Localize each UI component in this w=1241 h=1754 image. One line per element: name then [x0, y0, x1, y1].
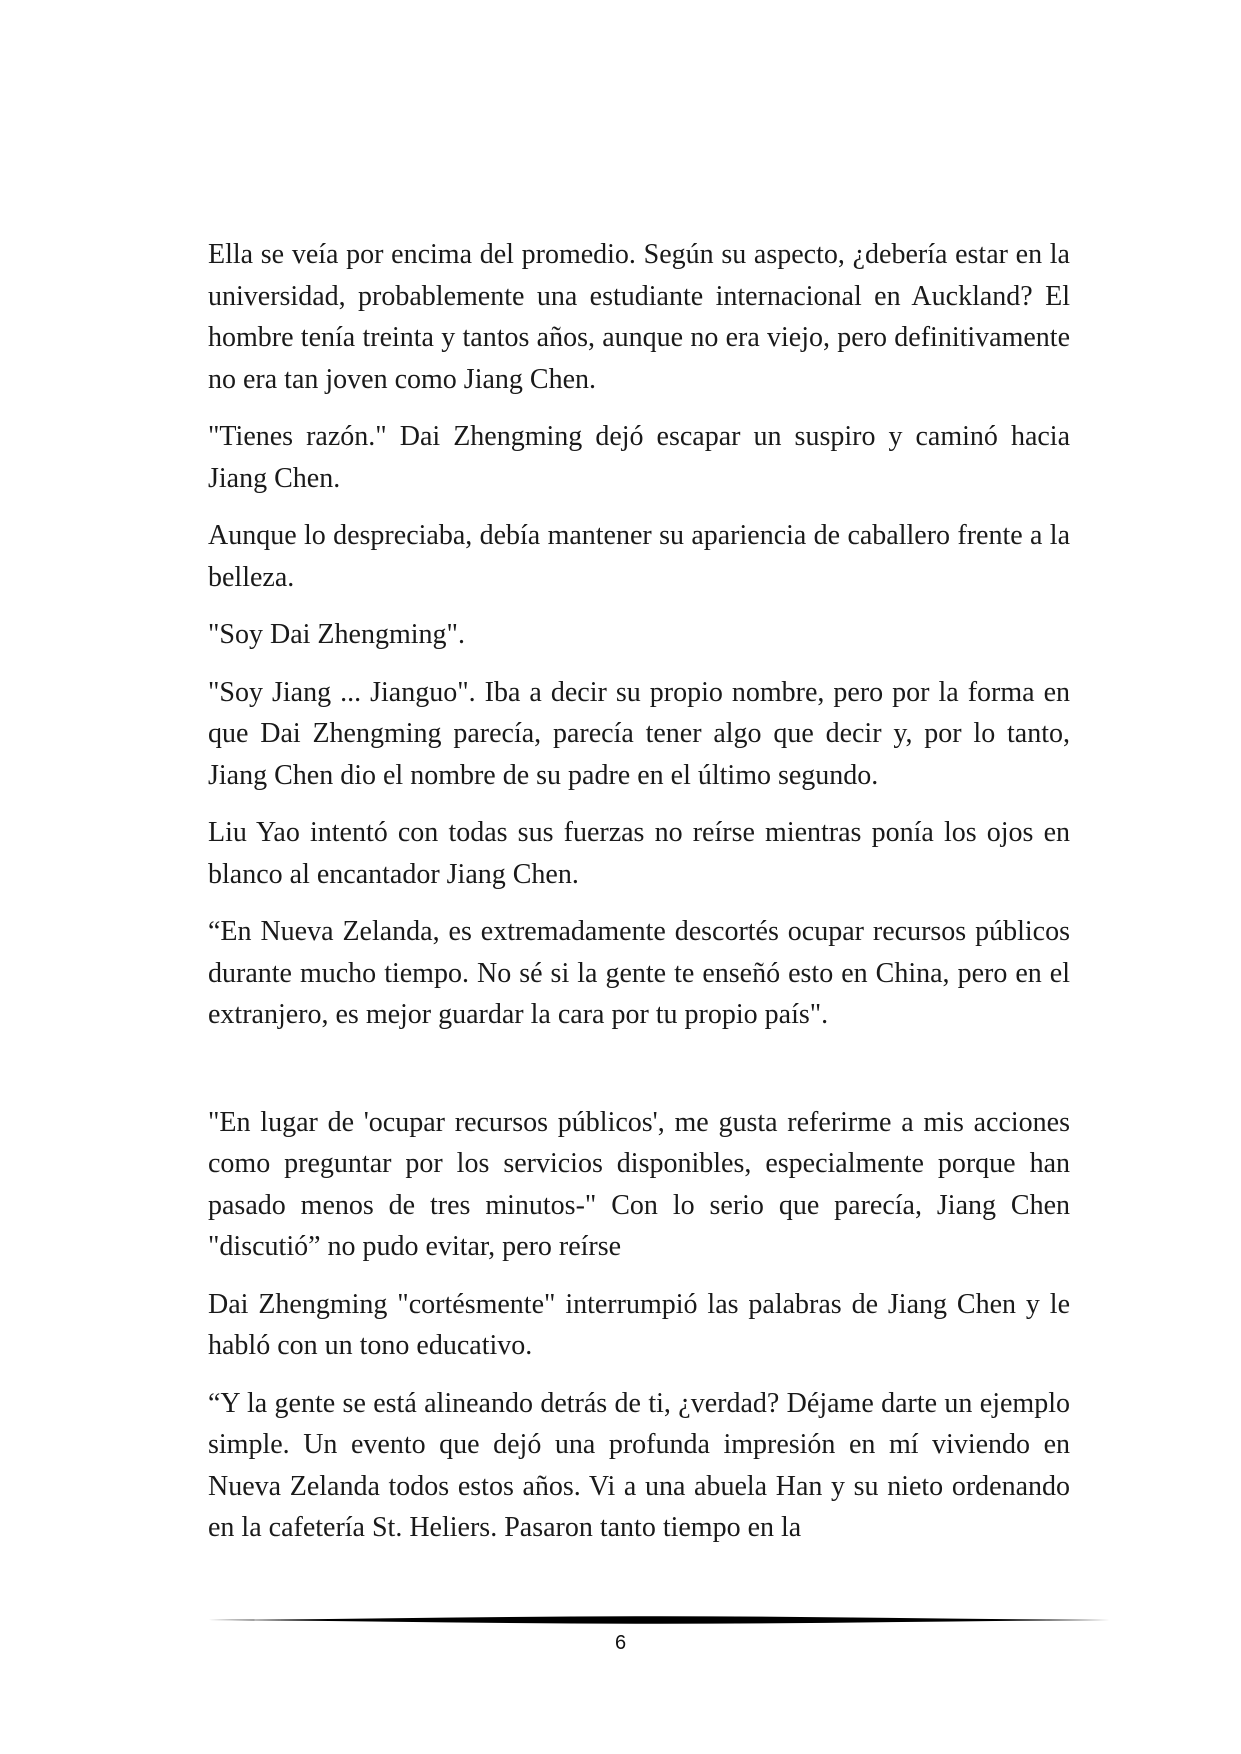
- paragraph: Ella se veía por encima del promedio. Según su aspecto, ¿debería estar en la universidad, probablemente una estudiante internacional en Auckland? El hombre tenía treinta y tantos años, aunque no era viejo, pero definitivamente no era tan joven como Jiang Chen.: [208, 239, 1070, 395]
- paragraph: "Soy Jiang ... Jianguo". Iba a decir su propio nombre, pero por la forma en que Dai Zhengming parecía, parecía tener algo que decir y, por lo tanto, Jiang Chen dio el nombre de su padre en el último segundo.: [208, 676, 1070, 791]
- paragraph: “En Nueva Zelanda, es extremadamente descortés ocupar recursos públicos durante mucho tiempo. No sé si la gente te enseñó esto en China, pero en el extranjero, es mejor guardar la cara por tu propio país".: [208, 916, 1070, 1030]
- paragraph: "Tienes razón." Dai Zhengming dejó escapar un suspiro y caminó hacia Jiang Chen.: [208, 421, 1070, 494]
- paragraph: Liu Yao intentó con todas sus fuerzas no reírse mientras ponía los ojos en blanco al encantador Jiang Chen.: [208, 817, 1070, 890]
- page-number: 6: [614, 1632, 627, 1654]
- footer-divider: [208, 1614, 1110, 1626]
- body-text: [208, 234, 1070, 1565]
- paragraph: “Y la gente se está alineando detrás de ti, ¿verdad? Déjame darte un ejemplo simple. Un evento que dejó una profunda impresión en mí viviendo en Nueva Zelanda todos estos años. Vi a una abuela Han y su nieto ordenando en la cafetería St. Heliers. Pasaron tanto tiempo en la: [208, 1387, 1070, 1543]
- paragraph: Dai Zhengming "cortésmente" interrumpió las palabras de Jiang Chen y le habló con un tono educativo.: [208, 1288, 1070, 1361]
- paragraph: "Soy Dai Zhengming".: [208, 619, 465, 650]
- paragraph: "En lugar de 'ocupar recursos públicos', me gusta referirme a mis acciones como preguntar por los servicios disponibles, especialmente porque han pasado menos de tres minutos-" Con lo serio que parecía, Jiang Chen "discutió” no pudo evitar, pero reírse: [208, 1106, 1070, 1262]
- paragraph: Aunque lo despreciaba, debía mantener su apariencia de caballero frente a la belleza.: [208, 520, 1070, 593]
